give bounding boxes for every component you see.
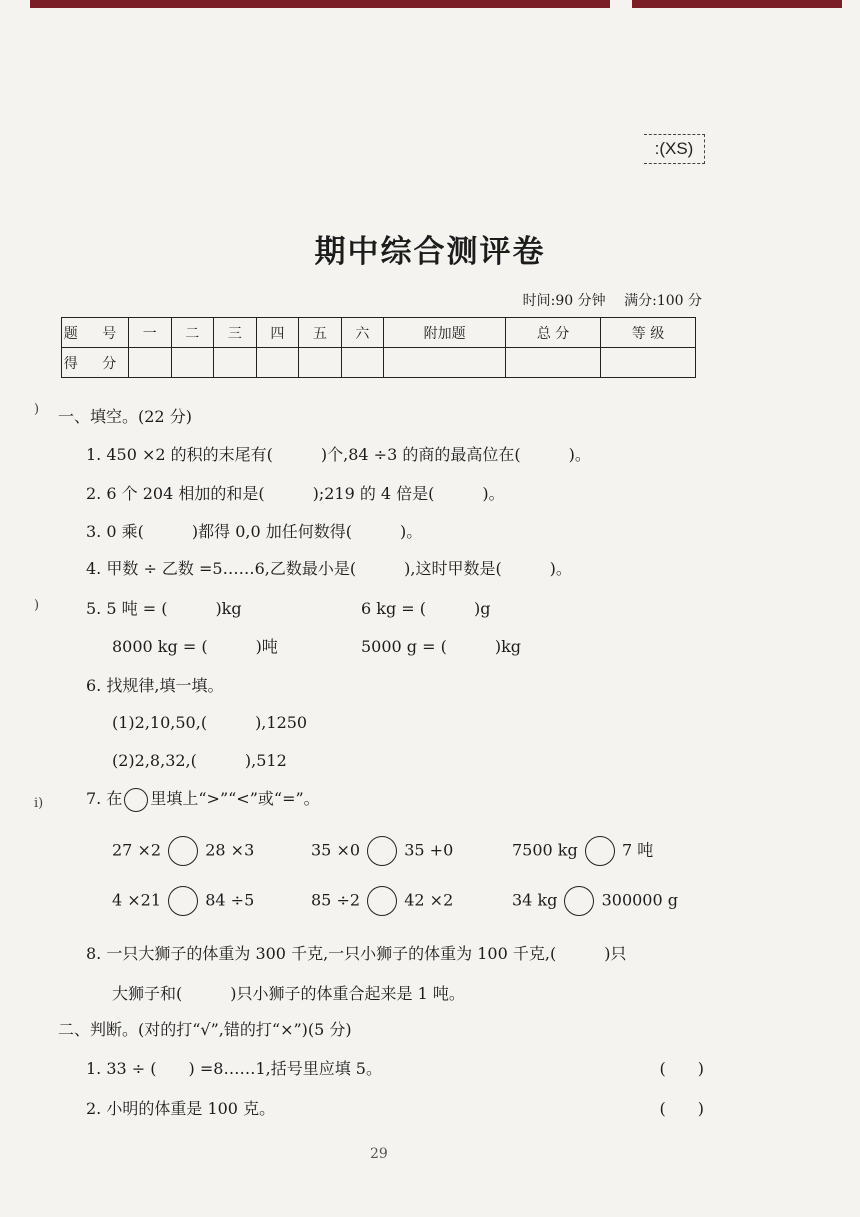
score-table-cell: 得 分 (62, 348, 129, 378)
compare-item (311, 886, 453, 916)
score-table-score-row (62, 348, 696, 378)
question-5c: 8000 kg = ( )吨 (112, 637, 278, 656)
margin-mark: ) (34, 402, 40, 417)
compare-right: 42 ×2 (404, 890, 454, 910)
compare-right: 7 吨 (621, 840, 654, 860)
compare-right: 28 ×3 (205, 840, 255, 860)
page-title: 期中综合测评卷 (314, 234, 546, 270)
question-3: 3. 0 乘( )都得 0,0 加任何数得( )。 (86, 522, 423, 541)
score-blank-cell[interactable] (341, 348, 384, 378)
question-4: 4. 甲数 ÷ 乙数 =5……6,乙数最小是( ),这时甲数是( )。 (86, 559, 572, 578)
score-table (61, 317, 696, 378)
score-table-cell: 等 级 (601, 318, 696, 348)
section-heading-judge: 二、判断。(对的打“√”,错的打“×”)(5 分) (58, 1020, 352, 1039)
compare-circle[interactable] (168, 886, 198, 916)
compare-item (512, 836, 653, 866)
question-5a: 5. 5 吨 = ( )kg (86, 599, 242, 618)
compare-right: 35 +0 (404, 840, 454, 860)
compare-left: 34 kg (512, 890, 558, 910)
judge-answer-bracket[interactable]: ( ) (659, 1099, 704, 1118)
judge-question-1: 1. 33 ÷ ( ) =8……1,括号里应填 5。 (86, 1059, 382, 1078)
score-table-cell: 五 (299, 318, 342, 348)
exam-full-score: 满分:100 分 (624, 293, 702, 309)
page-edge-strip (30, 0, 610, 8)
compare-left: 85 ÷2 (311, 890, 361, 910)
margin-mark: i) (34, 796, 44, 811)
score-table-cell: 题 号 (62, 318, 129, 348)
score-table-cell: 三 (214, 318, 257, 348)
question-8-line-2: 大狮子和( )只小狮子的体重合起来是 1 吨。 (112, 984, 465, 1003)
question-7-prefix: 7. 在 (86, 789, 123, 808)
question-6-part-2: (2)2,8,32,( ),512 (112, 751, 287, 770)
compare-circle[interactable] (585, 836, 615, 866)
compare-item (112, 886, 254, 916)
compare-circle-icon (124, 788, 148, 812)
section-heading-fill-in: 一、填空。(22 分) (58, 407, 192, 426)
score-blank-cell[interactable] (214, 348, 257, 378)
compare-circle[interactable] (367, 886, 397, 916)
judge-question-2: 2. 小明的体重是 100 克。 (86, 1099, 276, 1118)
score-table-header-row (62, 318, 696, 348)
question-6: 6. 找规律,填一填。 (86, 676, 224, 695)
question-2: 2. 6 个 204 相加的和是( );219 的 4 倍是( )。 (86, 484, 505, 503)
margin-mark: ) (34, 598, 40, 613)
page-code: :(XS) (644, 134, 705, 164)
compare-left: 7500 kg (512, 840, 578, 860)
score-table-cell: 四 (256, 318, 299, 348)
score-blank-cell[interactable] (384, 348, 506, 378)
score-table-cell: 六 (341, 318, 384, 348)
compare-right: 84 ÷5 (205, 890, 255, 910)
score-table-cell: 附加题 (384, 318, 506, 348)
page-number: 29 (370, 1146, 388, 1162)
page-edge-strip (632, 0, 842, 8)
compare-circle[interactable] (564, 886, 594, 916)
score-blank-cell[interactable] (506, 348, 601, 378)
compare-circle[interactable] (168, 836, 198, 866)
question-7-suffix: 里填上“>”“<”或“=”。 (150, 789, 320, 808)
score-table-cell: 总 分 (506, 318, 601, 348)
score-table-cell: 二 (171, 318, 214, 348)
question-5b: 6 kg = ( )g (361, 599, 491, 618)
question-1: 1. 450 ×2 的积的末尾有( )个,84 ÷3 的商的最高位在( )。 (86, 445, 591, 464)
score-blank-cell[interactable] (601, 348, 696, 378)
compare-left: 27 ×2 (112, 840, 162, 860)
question-8-line-1: 8. 一只大狮子的体重为 300 千克,一只小狮子的体重为 100 千克,( )只 (86, 944, 627, 963)
exam-time: 时间:90 分钟 (522, 293, 606, 309)
score-table-cell: 一 (129, 318, 172, 348)
question-7 (86, 786, 320, 812)
compare-left: 35 ×0 (311, 840, 361, 860)
score-blank-cell[interactable] (129, 348, 172, 378)
compare-item (311, 836, 453, 866)
question-6-part-1: (1)2,10,50,( ),1250 (112, 713, 308, 732)
question-5d: 5000 g = ( )kg (361, 637, 522, 656)
compare-circle[interactable] (367, 836, 397, 866)
compare-left: 4 ×21 (112, 890, 162, 910)
compare-item (512, 886, 678, 916)
compare-item (112, 836, 254, 866)
score-blank-cell[interactable] (256, 348, 299, 378)
compare-right: 300000 g (601, 890, 678, 910)
score-blank-cell[interactable] (171, 348, 214, 378)
exam-info (509, 290, 702, 310)
judge-answer-bracket[interactable]: ( ) (659, 1059, 704, 1078)
score-blank-cell[interactable] (299, 348, 342, 378)
